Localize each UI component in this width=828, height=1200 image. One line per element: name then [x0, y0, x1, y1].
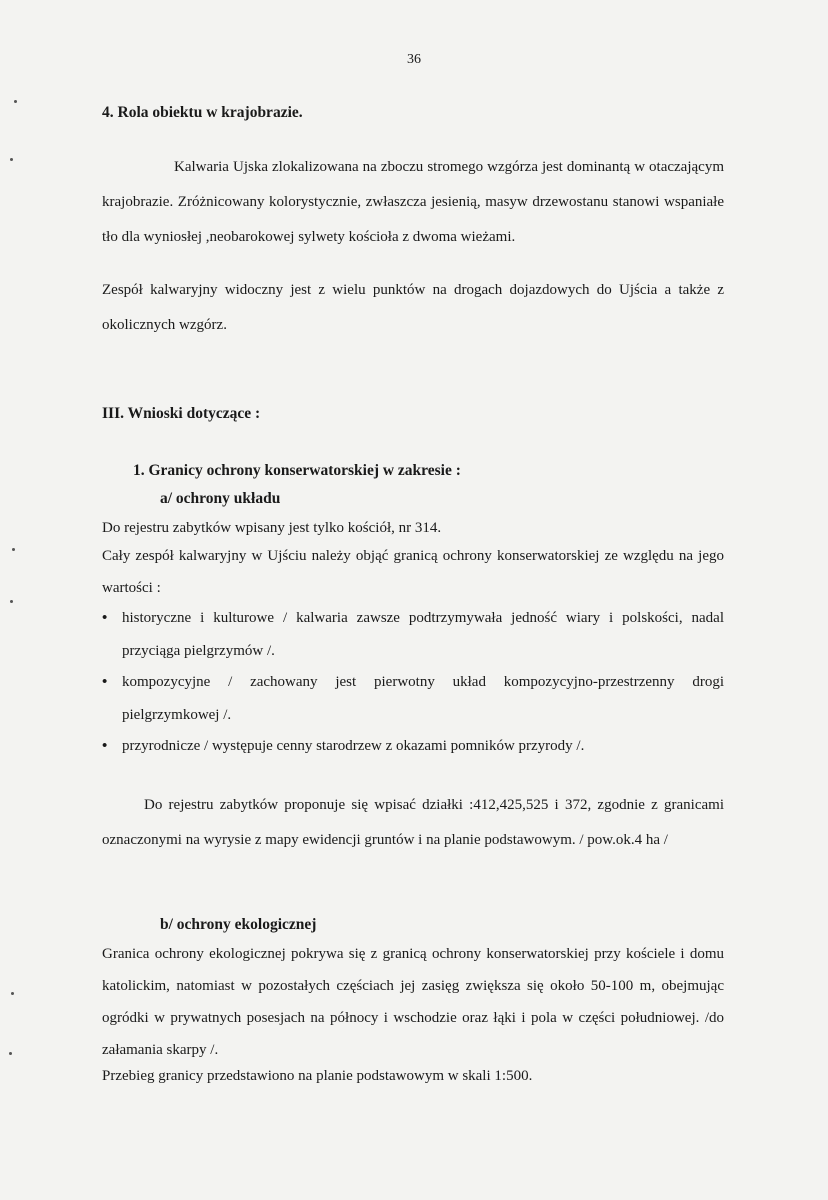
bullet-icon: •	[102, 610, 108, 626]
scan-speck	[9, 1052, 12, 1055]
scan-speck	[14, 100, 17, 103]
section-3-heading: III. Wnioski dotyczące :	[102, 405, 261, 422]
page-number: 36	[407, 52, 421, 67]
register-proposal-text: Do rejestru zabytków proponuje się wpisać działki :412,425,525 i 372, zgodnie z granicami oznaczonymi na wyrysie z mapy ewidencji gruntów i na planie podstawowym. / pow.ok.4 ha /	[102, 797, 724, 848]
ecological-paragraph: Granica ochrony ekologicznej pokrywa się z granicą ochrony konserwatorskiej przy kościele i domu katolickim, natomiast w pozostałych częściach jej zasięg zwiększa się około 50-100 m, obejmując ogródki w prywatnych posesjach na północy i wschodzie oraz łąki i pola w części południowej. /do załamania skarpy /.	[102, 946, 724, 1058]
bullet-item-1	[102, 602, 724, 668]
bullet-item-2	[102, 666, 724, 732]
subsection-1-heading: 1. Granicy ochrony konserwatorskiej w zakresie :	[133, 462, 461, 479]
section-4-paragraph-1	[102, 150, 724, 255]
subsection-a-heading: a/ ochrony układu	[160, 490, 281, 507]
bullet-text: kompozycyjne / zachowany jest pierwotny układ kompozycyjno-przestrzenny drogi pielgrzymkowej /.	[122, 674, 724, 723]
protection-paragraph: Cały zespół kalwaryjny w Ujściu należy objąć granicą ochrony konserwatorskiej ze względu na jego wartości :	[102, 548, 724, 596]
section-4-heading: 4. Rola obiektu w krajobrazie.	[102, 104, 303, 121]
scan-speck	[10, 600, 13, 603]
bullet-text: historyczne i kulturowe / kalwaria zawsze podtrzymywała jedność wiary i polskości, nadal przyciąga pielgrzymów /.	[122, 610, 724, 659]
scan-speck	[11, 992, 14, 995]
bullet-icon: •	[102, 674, 108, 690]
boundary-note: Przebieg granicy przedstawiono na planie podstawowym w skali 1:500.	[102, 1068, 533, 1084]
bullet-item-3	[102, 730, 724, 763]
bullet-text: przyrodnicze / występuje cenny starodrzew z okazami pomników przyrody /.	[122, 738, 585, 754]
bullet-icon: •	[102, 738, 108, 754]
section-4-paragraph-1-text: Kalwaria Ujska zlokalizowana na zboczu stromego wzgórza jest dominantą w otaczającym krajobrazie. Zróżnicowany kolorystycznie, zwłaszcza jesienią, masyw drzewostanu stanowi wspaniałe tło dla wyniosłej ,neobarokowej sylwety kościoła z dwoma wieżami.	[102, 159, 724, 245]
register-proposal-paragraph	[102, 788, 724, 858]
subsection-b-heading: b/ ochrony ekologicznej	[160, 916, 317, 933]
register-note: Do rejestru zabytków wpisany jest tylko kościół, nr 314.	[102, 520, 442, 536]
section-4-paragraph-2: Zespół kalwaryjny widoczny jest z wielu punktów na drogach dojazdowych do Ujścia a także z okolicznych wzgórz.	[102, 282, 724, 333]
scan-speck	[12, 548, 15, 551]
scan-speck	[10, 158, 13, 161]
